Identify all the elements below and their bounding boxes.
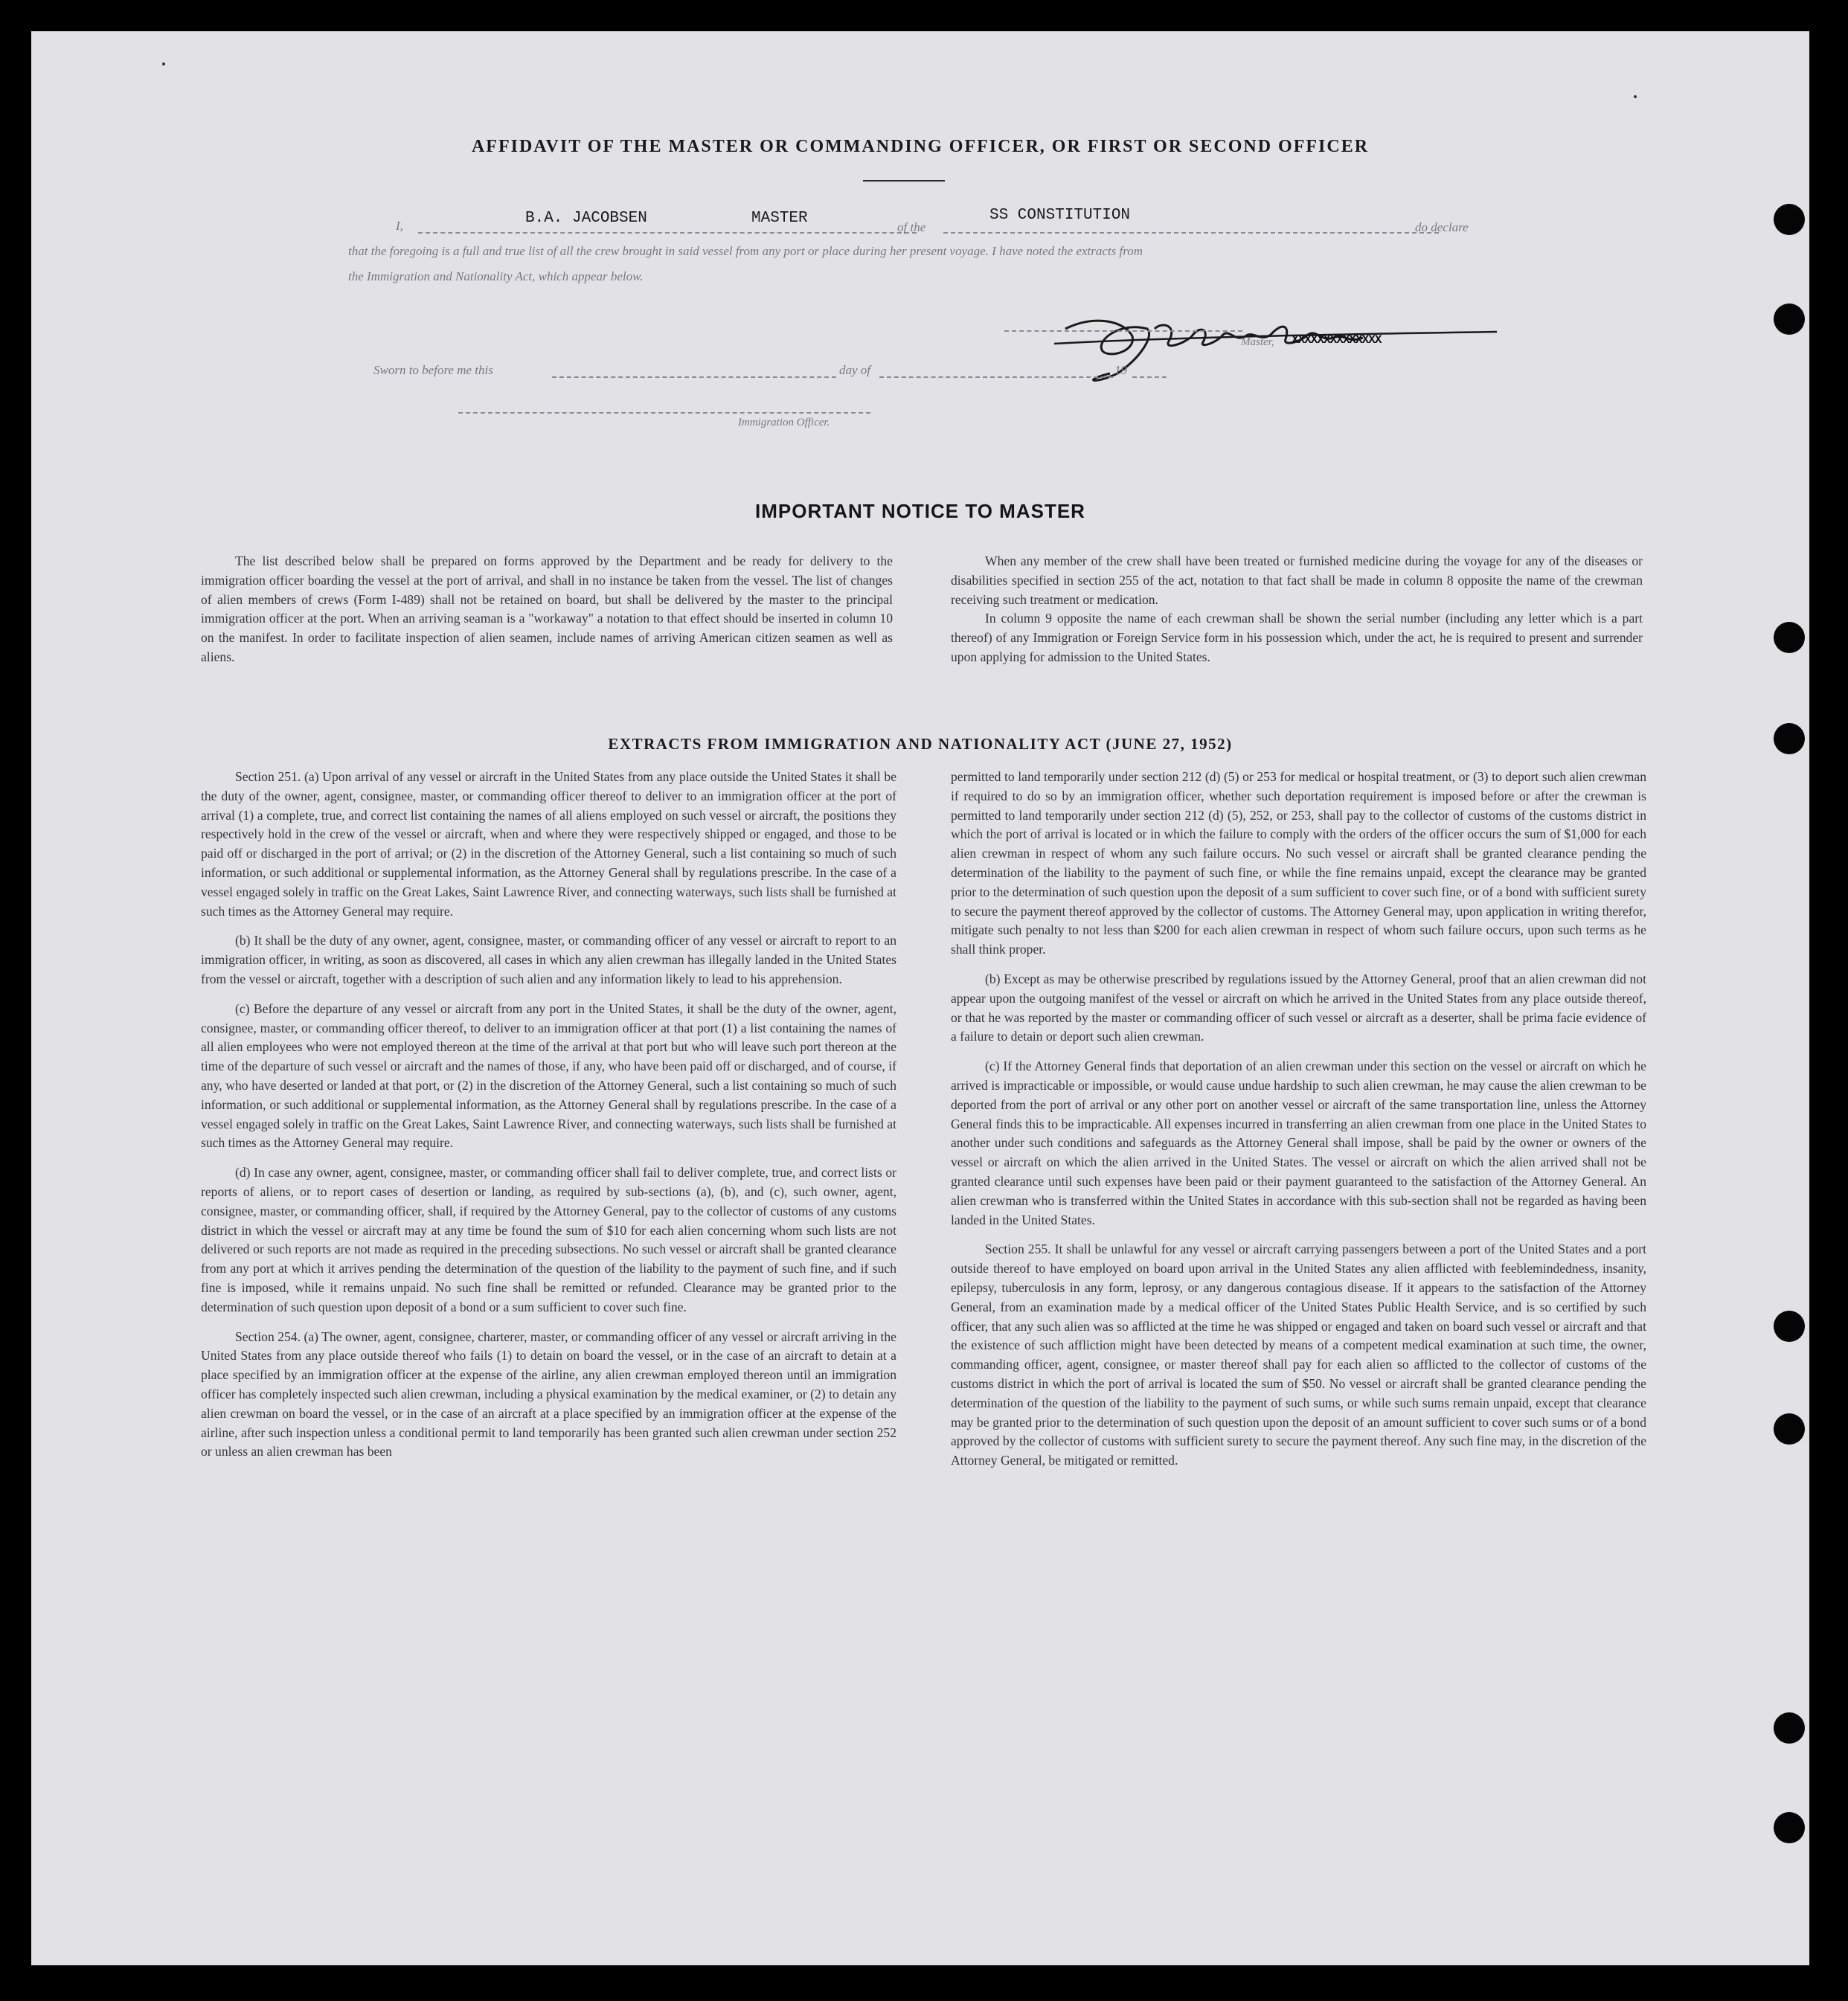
section-254b: (b) Except as may be otherwise prescribed by regulations issued by the Attorney General, proof that an alien crewman did not appear upon the outgoing manifest of the vessel or aircraft on which he arrived in the United States from any place outside thereof, or that he was reported by the master or commanding officer of such vessel or aircraft as a deserter, shall be prima facie evidence of a failure to detain or deport such alien crewman.: [951, 971, 1646, 1044]
declaration-text-2: the Immigration and Nationality Act, which appear below.: [348, 269, 644, 283]
vessel-field-line: [943, 232, 1439, 234]
notice-paragraph: When any member of the crew shall have been treated or furnished medicine during the voyage for any of the diseases or disabilities specified in section 255 of the act, notation to that fact shall be made in column 8 opposite the name of the crewman receiving such treatment or medication.: [951, 553, 1643, 607]
section-251c: (c) Before the departure of any vessel or aircraft from any port in the United States, it shall be the duty of the owner, agent, consignee, master, or commanding officer thereof, to deliver to an immigration officer at that port (1) a list containing the names of all alien employees who were not employed thereon at the time of the arrival at that port but who will leave such port thereon at the time of the departure of such vessel or aircraft and the names of those, if any, who have been paid off or discharged, and of course, if any, who have deserted or landed at that port, or (2) in the discretion of the Attorney General, such a list containing so much of such information, or such additional or supplemental information, as the Attorney General shall by regulations prescribe. In the case of a vessel engaged solely in traffic on the Great Lakes, Saint Lawrence River, and connecting waterways, such lists shall be furnished at such times as the Attorney General may require.: [201, 1000, 896, 1151]
month-line: [879, 376, 1113, 378]
notice-paragraph: In column 9 opposite the name of each crewman shall be shown the serial number (including any letter which is a part thereof) of any Immigration or Foreign Service form in his possession which, under the act, he is required to present and surrender upon applying for admission to the United States.: [951, 611, 1643, 664]
title-divider: [863, 180, 945, 182]
vessel-name-field: SS CONSTITUTION: [989, 207, 1131, 224]
extracts-right-column: [951, 768, 1646, 1481]
binder-hole: [1774, 723, 1805, 754]
section-251a: Section 251. (a) Upon arrival of any vessel or aircraft in the United States from any place outside the United States it shall be the duty of the owner, agent, consignee, master, or commanding officer thereof to deliver to an immigration officer at the port of arrival (1) a complete, true, and correct list containing the names of all aliens employed on such vessel or aircraft, the positions they respectively hold in the crew of the vessel or aircraft, when and where they were respectively shipped or engaged, and those to be paid off or discharged in the port of arrival; or (2) in the discretion of the Attorney General, such a list containing so much of such information, or such additional or supplemental information, as the Attorney General shall by regulations prescribe. In the case of a vessel engaged solely in traffic on the Great Lakes, Saint Lawrence River, and connecting waterways, such lists shall be furnished at such times as the Attorney General may require.: [201, 769, 896, 919]
struck-title: XXXXXXXXXXXXXX: [1292, 333, 1382, 347]
rank-field: MASTER: [751, 210, 808, 227]
notice-paragraph: The list described below shall be prepared on forms approved by the Department and be ready for delivery to the immigration officer boarding the vessel at the port of arrival, and shall in no instance be taken from the vessel. The list of changes of alien members of crews (Form I-489) shall not be retained on board, but shall be delivered by the master to the principal immigration officer at the port. When an arriving seaman is a "workaway" a notation to that effect should be inserted in column 10 on the manifest. In order to facilitate inspection of alien seamen, include names of arriving American citizen seamen as well as aliens.: [201, 553, 893, 664]
binder-hole: [1774, 303, 1805, 335]
year-line: [1132, 376, 1167, 378]
section-254a-continued: permitted to land temporarily under section 212 (d) (5) or 253 for medical or hospital treatment, or (3) to deport such alien crewman if required to do so by an immigration officer, whether such deportation requirement is imposed before or after the crewman is permitted to land temporarily under section 212 (d) (5), 252, or 253, shall pay to the collector of customs of the customs district in which the port of arrival is located or in which the failure to comply with the orders of the officer occurs the sum of $1,000 for each alien crewman in respect of whom any such failure occurs. No such vessel or aircraft shall be granted clearance pending the determination of the liability to the payment of such fine, or while the fine remains unpaid, except the clearance may be granted prior to the determination of such question upon the deposit of a sum sufficient to cover such fine, or of a bond with sufficient surety to secure the payment thereof approved by the collector of customs. The Attorney General may, upon application in writing therefor, mitigate such penalty to not less than $200 for each alien crewman in respect of whom such failure occurs, upon such terms as he shall think proper.: [951, 769, 1646, 957]
section-254a: Section 254. (a) The owner, agent, consignee, charterer, master, or commanding officer of any vessel or aircraft arriving in the United States from any place outside thereof who fails (1) to detain on board the vessel, or in the case of an aircraft to detain at a place specified by an immigration officer at the expense of the airline, any alien crewman employed thereon until an immigration officer has completely inspected such alien crewman, including a physical examination by the medical examiner, or (2) to detain any alien crewman on board the vessel, or in the case of an aircraft at a place specified by an immigration officer at the expense of the airline, after such inspection unless a conditional permit to land temporarily has been granted such alien crewman under section 252 or unless an alien crewman has been: [201, 1329, 896, 1459]
officer-label: Immigration Officer.: [738, 417, 830, 428]
binder-hole: [1774, 1712, 1805, 1744]
notice-title: IMPORTANT NOTICE TO MASTER: [755, 500, 1085, 522]
extracts-title: EXTRACTS FROM IMMIGRATION AND NATIONALITY ACT (JUNE 27, 1952): [608, 735, 1233, 753]
sworn-date-line: [552, 376, 836, 378]
day-of-label: day of: [839, 363, 871, 377]
affidavit-title: AFFIDAVIT OF THE MASTER OR COMMANDING OFFICER, OR FIRST OR SECOND OFFICER: [471, 137, 1370, 156]
section-251d: (d) In case any owner, agent, consignee, master, or commanding officer shall fail to deliver complete, true, and correct lists or reports of aliens, or to report cases of desertion or landing, as required by sub-sections (a), (b), and (c), such owner, agent, consignee, master, or commanding officer, shall, if required by the Attorney General, pay to the collector of customs of any customs district in which the vessel or aircraft may at any time be found the sum of $10 for each alien concerning whom such lists are not delivered or such reports are not made as required in the preceding subsections. No such vessel or aircraft shall be granted clearance from any port at which it arrives pending the determination of the question of the liability to the payment of such fine, and if such fine is imposed, while it remains unpaid. No such fine shall be remitted or refunded. Clearance may be granted prior to the determination of such question upon deposit of a bond or a sum sufficient to cover such fine.: [201, 1165, 896, 1314]
i-label: I,: [396, 219, 403, 233]
signature-line: [1004, 330, 1242, 332]
binder-hole: [1774, 1413, 1805, 1445]
extracts-left-column: [201, 768, 896, 1472]
binder-hole: [1774, 622, 1805, 653]
master-name-field: B.A. JACOBSEN: [525, 210, 647, 227]
scan-speck: [162, 62, 165, 65]
name-field-line: [418, 232, 917, 234]
document-page: [31, 31, 1809, 1965]
sworn-label: Sworn to before me this: [373, 363, 493, 377]
master-label: Master,: [1241, 336, 1274, 348]
scan-speck: [1634, 95, 1637, 98]
notice-left-column: [201, 552, 893, 678]
officer-signature-line: [458, 412, 870, 414]
year-label: 19: [1114, 363, 1127, 377]
section-254c: (c) If the Attorney General finds that deportation of an alien crewman under this section on the vessel or aircraft on which he arrived is impracticable or impossible, or would cause undue hardship to such alien crewman, he may cause the alien crewman to be deported from the port of arrival or any other port on another vessel or aircraft of the same transportation line, unless the Attorney General finds this to be impracticable. All expenses incurred in transferring an alien crewman from one place in the United States to another under such conditions and safeguards as the Attorney General shall impose, shall be paid by the owner or owners of the vessel or aircraft on which the alien arrived in the United States. The vessel or aircraft on which the alien arrived shall not be granted clearance until such expenses have been paid or their payment guaranteed to the satisfaction of the Attorney General. An alien crewman who is transferred within the United States in accordance with this sub-section shall not be regarded as having been landed in the United States.: [951, 1059, 1646, 1227]
binder-hole: [1774, 204, 1805, 235]
section-251b: (b) It shall be the duty of any owner, agent, consignee, master, or commanding officer of any vessel or aircraft to report to an immigration officer, in writing, as soon as discovered, all cases in which any alien crewman has illegally landed in the United States from the vessel or aircraft, together with a description of such alien and any information likely to lead to his apprehension.: [201, 933, 896, 986]
binder-hole: [1774, 1311, 1805, 1342]
of-the-label: of the: [897, 220, 926, 234]
notice-right-column: [951, 552, 1643, 678]
do-declare-label: do declare: [1415, 220, 1469, 234]
binder-hole: [1774, 1812, 1805, 1843]
declaration-text-1: that the foregoing is a full and true list of all the crew brought in said vessel from any port or place during her present voyage. I have noted the extracts from: [348, 244, 1143, 258]
section-255: Section 255. It shall be unlawful for any vessel or aircraft carrying passengers between a port of the United States and a port outside thereof to have employed on board upon arrival in the United States any alien afflicted with feeblemindedness, insanity, epilepsy, tuberculosis in any form, leprosy, or any dangerous contagious disease. If it appears to the satisfaction of the Attorney General, from an examination made by a medical officer of the United States Public Health Service, and is so certified by such officer, that any such alien was so afflicted at the time he was shipped or engaged and taken on board such vessel or aircraft and that the existence of such affliction might have been detected by means of a competent medical examination at such time, the owner, commanding officer, agent, consignee, or master thereof shall pay for each alien so afflicted to the collector of customs of the customs district in which the port of arrival is located the sum of $50. No vessel or aircraft shall be granted clearance pending the determination of the question of the liability to the payment of such sums, or while such sums remain unpaid, except that clearance may be granted prior to the determination of such question upon the deposit of an amount sufficient to cover such sums or of a bond approved by the collector of customs with sufficient surety to secure the payment thereof. Any such fine may, in the discretion of the Attorney General, be mitigated or remitted.: [951, 1242, 1646, 1468]
